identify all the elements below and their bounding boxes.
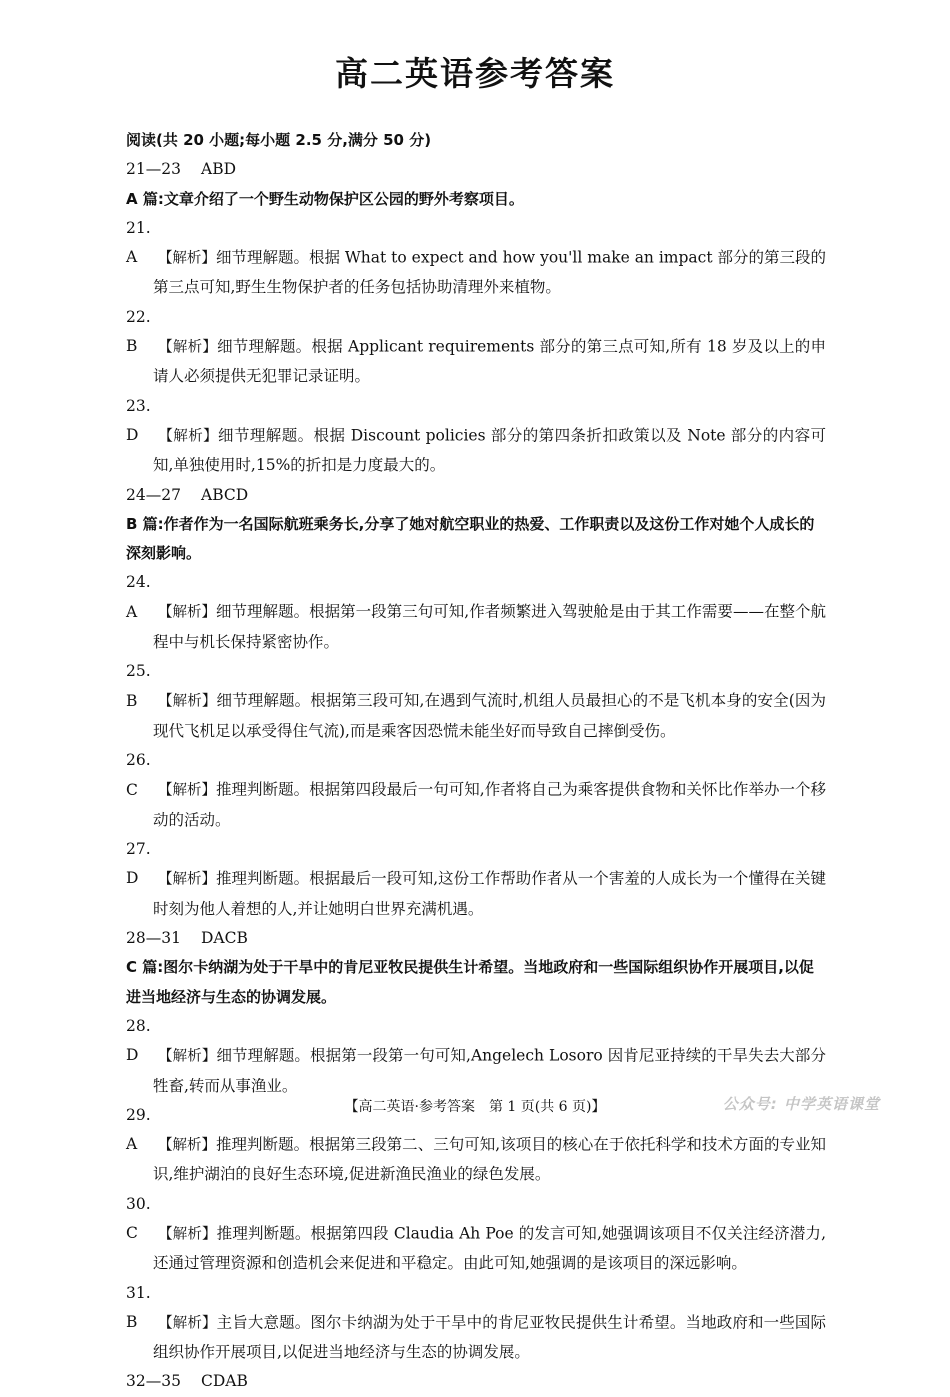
- item-text: 细节理解题。根据第三段可知,在遇到气流时,机组人员最担心的不是飞机本身的安全(因为现代飞机足以承受得住气流),而是乘客因恐慌未能坐好而导致自己摔倒受伤。: [153, 691, 827, 740]
- analysis-tag: 【解析】: [157, 871, 217, 888]
- item-text: 主旨大意题。图尔卡纳湖为处于干旱中的肯尼亚牧民提供生计希望。当地政府和一些国际组织协作开展项目,以促进当地经济与生态的协调发展。: [153, 1312, 826, 1362]
- item-text: 推理判断题。根据最后一段可知,这份工作帮助作者从一个害羞的人成长为一个懂得在关键时刻为他人着想的人,并让她明白世界充满机遇。: [153, 869, 826, 918]
- analysis-tag: 【解析】: [158, 427, 219, 444]
- passage-summary: B 篇:作者作为一名国际航班乘务长,分享了她对航空职业的热爱、工作职责以及这份工作对她个人成长的深刻影响。: [126, 514, 815, 563]
- analysis-tag: 【解析】: [158, 339, 218, 356]
- explanation-item: [126, 303, 826, 392]
- item-number: 21. A: [126, 218, 151, 267]
- watermark: 公众号: 中学英语课堂: [722, 1095, 880, 1113]
- analysis-tag: 【解析】: [157, 782, 217, 799]
- item-number: 26. C: [126, 751, 151, 799]
- answer-letters: ABCD: [201, 485, 249, 504]
- item-text: 推理判断题。根据第四段最后一句可知,作者将自己为乘客提供食物和关怀比作举办一个移动的活动。: [153, 780, 826, 829]
- question-range: 32—35: [126, 1372, 181, 1391]
- page-footer: 【高二英语·参考答案 第 1 页(共 6 页)】: [344, 1099, 606, 1115]
- section-header: 阅读(共 20 小题;每小题 2.5 分,满分 50 分): [126, 131, 432, 149]
- question-range: 28—31: [126, 929, 181, 948]
- item-text: 细节理解题。根据 Discount policies 部分的第四条折扣政策以及 Note 部分的内容可知,单独使用时,15%的折扣是力度最大的。: [153, 425, 827, 475]
- explanation-item: [126, 1012, 826, 1101]
- answer-letters: ABD: [201, 160, 237, 179]
- explanation-item: [126, 568, 826, 657]
- item-number: 22. B: [126, 307, 151, 356]
- item-text: 细节理解题。根据 What to expect and how you'll make an impact 部分的第三段的第三点可知,野生生物保护者的任务包括协助清理外来植物。: [153, 248, 827, 297]
- answer-range-row: [126, 481, 826, 510]
- explanation-item: [126, 214, 826, 303]
- analysis-tag: 【解析】: [158, 1225, 217, 1242]
- passage-summary: C 篇:图尔卡纳湖为处于干旱中的肯尼亚牧民提供生计希望。当地政府和一些国际组织协作开展项目,以促进当地经济与生态的协调发展。: [126, 958, 814, 1006]
- explanation-item: [126, 1279, 826, 1368]
- item-number: 30. C: [126, 1194, 151, 1242]
- answer-content: [126, 126, 826, 1397]
- answer-letters: CDAB: [201, 1372, 248, 1391]
- item-text: 细节理解题。根据 Applicant requirements 部分的第三点可知,所有 18 岁及以上的申请人必须提供无犯罪记录证明。: [153, 337, 827, 386]
- item-number: 27. D: [126, 840, 151, 888]
- explanation-item: [126, 392, 826, 481]
- answer-range-row: [126, 1367, 826, 1396]
- item-text: 细节理解题。根据第一段第一句可知,Angelech Losoro 因肯尼亚持续的干旱失去大部分牲畜,转而从事渔业。: [153, 1046, 826, 1095]
- item-text: 细节理解题。根据第一段第三句可知,作者频繁进入驾驶舱是由于其工作需要——在整个航程中与机长保持紧密协作。: [153, 602, 826, 652]
- explanation-item: [126, 657, 826, 746]
- analysis-tag: 【解析】: [157, 604, 217, 621]
- passage-summary: A 篇:文章介绍了一个野生动物保护区公园的野外考察项目。: [126, 189, 524, 208]
- item-number: 31. B: [126, 1283, 151, 1331]
- explanation-item: [126, 1190, 826, 1279]
- question-range: 21—23: [126, 160, 181, 179]
- item-number: 28. D: [126, 1016, 151, 1065]
- item-number: 23. D: [126, 396, 151, 444]
- analysis-tag: 【解析】: [157, 250, 216, 267]
- item-text: 推理判断题。根据第四段 Claudia Ah Poe 的发言可知,她强调该项目不仅关注经济潜力,还通过管理资源和创造机会来促进和平稳定。由此可知,她强调的是该项目的深远影响。: [153, 1223, 826, 1273]
- question-range: 24—27: [126, 485, 181, 504]
- answer-range-row: [126, 155, 826, 184]
- explanation-item: [126, 835, 826, 924]
- item-text: 推理判断题。根据第三段第二、三句可知,该项目的核心在于依托科学和技术方面的专业知识,维护湖泊的良好生态环境,促进新渔民渔业的绿色发展。: [153, 1135, 826, 1184]
- item-number: 24. A: [126, 573, 151, 621]
- answer-range-row: [126, 924, 826, 953]
- page-title: 高二英语参考答案: [335, 54, 615, 93]
- analysis-tag: 【解析】: [158, 1314, 217, 1331]
- explanation-item: [126, 746, 826, 835]
- analysis-tag: 【解析】: [158, 693, 217, 710]
- answer-letters: DACB: [201, 929, 248, 948]
- item-number: 29. A: [126, 1105, 151, 1154]
- analysis-tag: 【解析】: [158, 1048, 217, 1065]
- item-number: 25. B: [126, 662, 151, 710]
- analysis-tag: 【解析】: [157, 1137, 217, 1154]
